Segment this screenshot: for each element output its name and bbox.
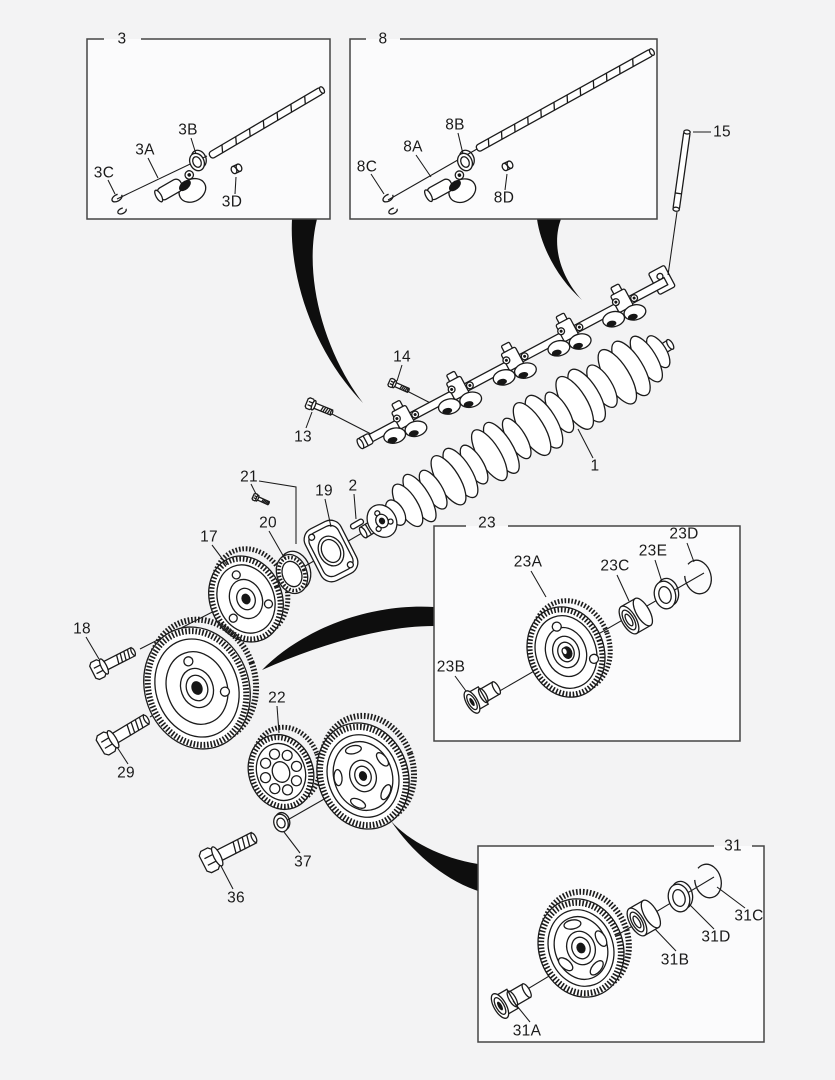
callout-15: 15	[713, 123, 731, 141]
callout-23A: 23A	[513, 553, 543, 571]
callout-3A: 3A	[135, 141, 155, 159]
callout-8C: 8C	[356, 158, 378, 176]
bolt-21	[252, 493, 271, 506]
dowel-pin-15	[673, 130, 691, 212]
swoosh-idler-to-box23	[262, 607, 434, 670]
bolt-13	[305, 397, 335, 418]
callout-8A: 8A	[403, 138, 423, 156]
callout-21: 21	[240, 468, 258, 486]
callout-31C: 31C	[734, 907, 764, 925]
bolt-36	[198, 826, 261, 874]
callout-23B: 23B	[436, 658, 466, 676]
callout-36: 36	[227, 889, 245, 907]
callout-31D: 31D	[701, 928, 731, 946]
callout-1: 1	[590, 457, 600, 475]
callout-22: 22	[268, 689, 286, 707]
bolt-29	[95, 709, 154, 757]
callout-31A: 31A	[512, 1022, 542, 1040]
box-label-31: 31	[724, 837, 742, 855]
callout-8D: 8D	[493, 189, 515, 207]
callout-17: 17	[200, 528, 218, 546]
callout-3B: 3B	[178, 121, 198, 139]
box-label-23: 23	[478, 514, 496, 532]
callout-3C: 3C	[93, 164, 115, 182]
callout-3D: 3D	[221, 193, 243, 211]
box-label-3: 3	[117, 30, 127, 48]
callout-13: 13	[294, 428, 312, 446]
callout-29: 29	[117, 764, 135, 782]
callout-14: 14	[393, 348, 411, 366]
detail-box-3-area	[87, 39, 330, 219]
callout-23D: 23D	[669, 525, 699, 543]
crankshaft-pulley-gear	[301, 703, 431, 842]
washer-37	[271, 811, 293, 834]
callout-23C: 23C	[600, 557, 630, 575]
swoosh-pulley-to-box31	[391, 821, 478, 891]
swoosh-box8-to-assembly	[537, 219, 582, 300]
callout-8B: 8B	[445, 116, 465, 134]
callout-2: 2	[348, 477, 358, 495]
callout-37: 37	[294, 853, 312, 871]
bolt-14	[387, 378, 410, 395]
box-label-8: 8	[378, 30, 388, 48]
swoosh-box3-to-assembly	[292, 219, 363, 403]
callout-20: 20	[259, 514, 277, 532]
callout-19: 19	[315, 482, 333, 500]
callout-23E: 23E	[638, 542, 668, 560]
bolt-18	[88, 643, 138, 681]
callout-31B: 31B	[660, 951, 690, 969]
callout-18: 18	[73, 620, 91, 638]
